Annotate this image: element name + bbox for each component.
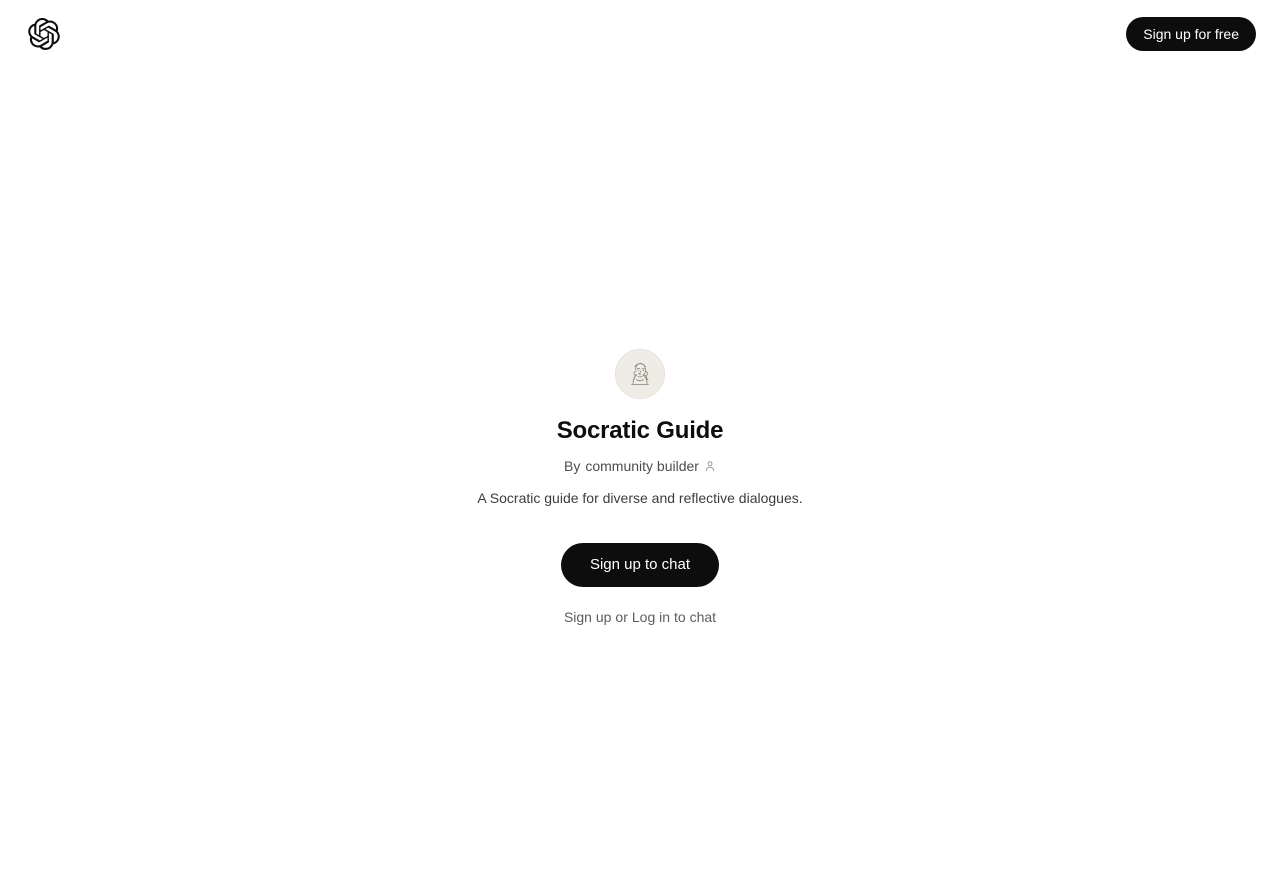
main-content [0, 68, 1280, 885]
socrates-bust-avatar [615, 349, 665, 399]
byline-by-label: By [564, 458, 581, 475]
login-link[interactable]: Log in [631, 609, 671, 626]
top-header [0, 0, 1280, 68]
or-label: or [615, 609, 628, 626]
to-chat-label: to chat [674, 609, 717, 626]
byline [564, 458, 716, 474]
auth-links [564, 609, 716, 625]
signup-link[interactable]: Sign up [563, 609, 612, 626]
gpt-description: A Socratic guide for diverse and reflective dialogues. [477, 490, 803, 507]
page-title: Socratic Guide [556, 417, 724, 444]
gpt-intro-card [360, 349, 920, 625]
openai-logo-icon[interactable] [24, 18, 60, 50]
person-icon [704, 460, 716, 472]
signup-for-free-button[interactable]: Sign up for free [1126, 17, 1256, 52]
signup-to-chat-button[interactable]: Sign up to chat [561, 543, 719, 587]
byline-author: community builder [585, 458, 699, 475]
